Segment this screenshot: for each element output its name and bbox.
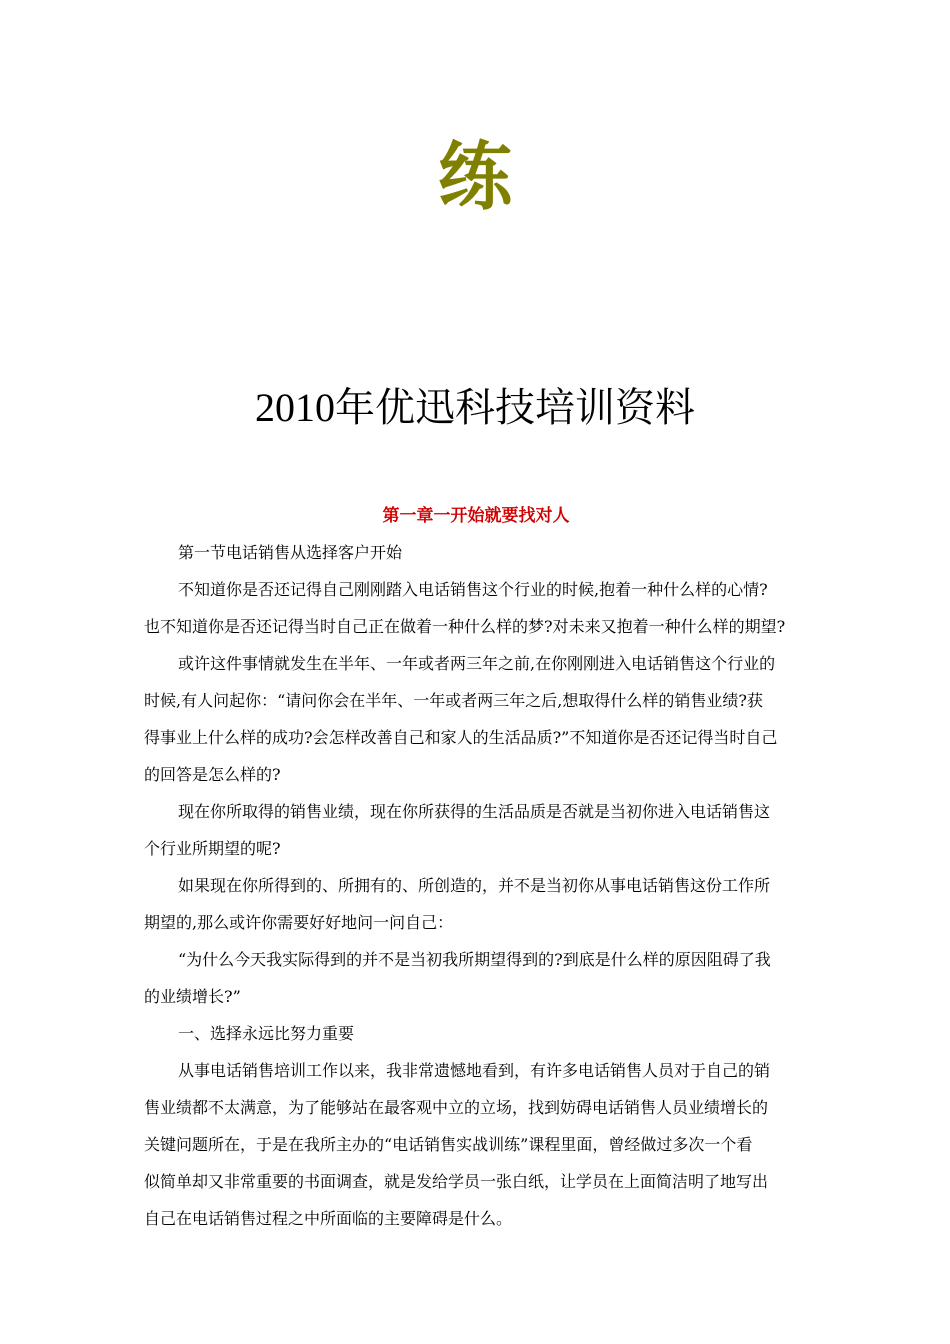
text-line: 现在你所取得的销售业绩，现在你所获得的生活品质是否就是当初你进入电话销售这 bbox=[178, 802, 771, 821]
text-line: 关键问题所在，于是在我所主办的“电话销售实战训练”课程里面，曾经做过多次一个看 bbox=[144, 1135, 753, 1154]
paragraph bbox=[144, 1015, 808, 1052]
paragraph bbox=[144, 571, 808, 645]
text-line: 不知道你是否还记得自己刚刚踏入电话销售这个行业的时候,抱着一种什么样的心情? bbox=[178, 580, 768, 599]
text-line: 期望的,那么或许你需要好好地问一问自己： bbox=[144, 913, 454, 932]
paragraph bbox=[144, 867, 808, 941]
document-body bbox=[144, 498, 808, 1237]
text-line: 似简单却又非常重要的书面调查，就是发给学员一张白纸，让学员在上面简洁明了地写出 bbox=[144, 1172, 769, 1191]
text-line: 自己在电话销售过程之中所面临的主要障碍是什么。 bbox=[144, 1209, 513, 1228]
paragraph bbox=[144, 793, 808, 867]
text-line: 也不知道你是否还记得当时自己正在做着一种什么样的梦?对未来又抱着一种什么样的期望? bbox=[144, 617, 786, 636]
text-line: 的业绩增长?” bbox=[144, 987, 241, 1006]
text-line: 从事电话销售培训工作以来，我非常遗憾地看到，有许多电话销售人员对于自己的销 bbox=[178, 1061, 771, 1080]
text-line: 一、选择永远比努力重要 bbox=[178, 1024, 355, 1043]
text-line: “为什么今天我实际得到的并不是当初我所期望得到的?到底是什么样的原因阻碍了我 bbox=[178, 950, 771, 969]
text-line: 得事业上什么样的成功?会怎样改善自己和家人的生活品质?”不知道你是否还记得当时自己 bbox=[144, 728, 778, 747]
text-line: 时候,有人问起你：“请问你会在半年、一年或者两三年之后,想取得什么样的销售业绩?获 bbox=[144, 691, 763, 710]
cover-character: 练 bbox=[438, 134, 512, 220]
document-title: 2010年优迅科技培训资料 bbox=[255, 385, 695, 430]
text-line: 售业绩都不太满意，为了能够站在最客观中立的立场，找到妨碍电话销售人员业绩增长的 bbox=[144, 1098, 769, 1117]
paragraph bbox=[144, 941, 808, 1015]
chapter-heading: 第一章一开始就要找对人 bbox=[382, 506, 570, 526]
paragraph bbox=[144, 1052, 808, 1237]
text-line: 的回答是怎么样的? bbox=[144, 765, 281, 784]
text-line: 个行业所期望的呢? bbox=[144, 839, 281, 858]
text-line: 第一节电话销售从选择客户开始 bbox=[178, 543, 403, 562]
paragraph bbox=[144, 645, 808, 793]
paragraph-list bbox=[144, 534, 808, 1237]
paragraph bbox=[144, 534, 808, 571]
text-line: 或许这件事情就发生在半年、一年或者两三年之前,在你刚刚进入电话销售这个行业的 bbox=[178, 654, 776, 673]
text-line: 如果现在你所得到的、所拥有的、所创造的，并不是当初你从事电话销售这份工作所 bbox=[178, 876, 771, 895]
